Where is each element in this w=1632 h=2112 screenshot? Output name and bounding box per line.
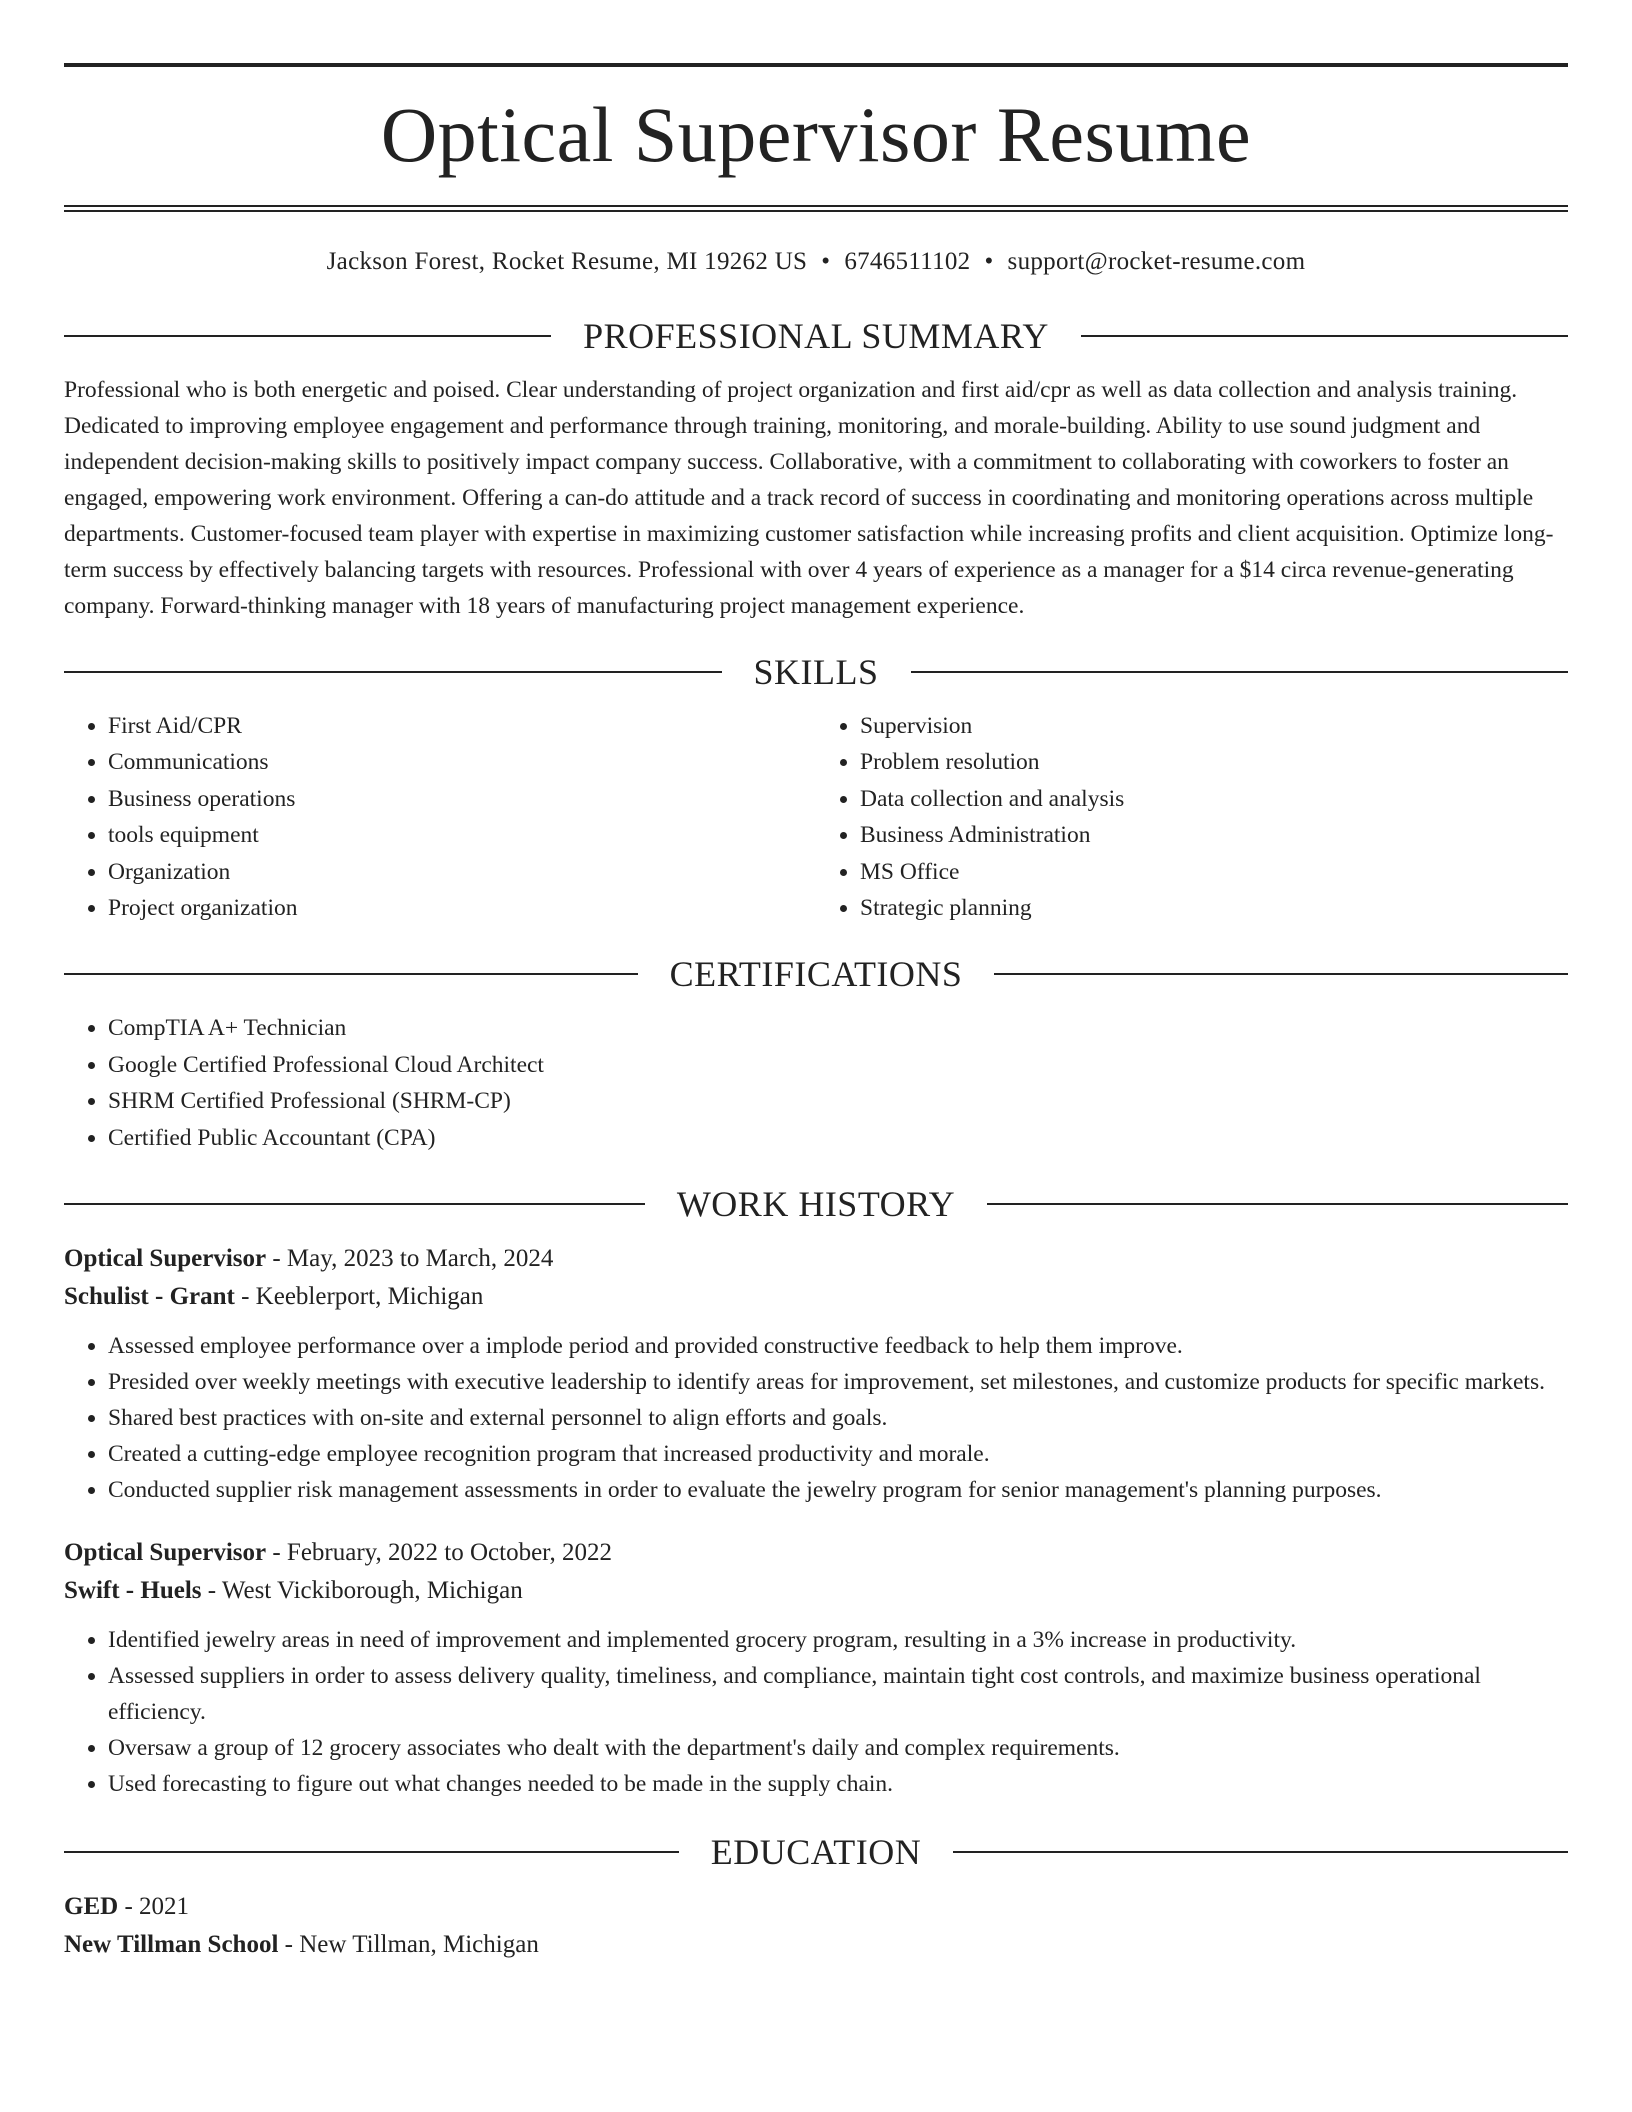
- summary-text: Professional who is both energetic and poised. Clear understanding of project organization and first aid/cpr as well as data collection and analysis training. Dedicated to improving employee engagement and performance through training, monitoring, and morale-building. Ability to use sound judgment and independent decision-making skills to positively impact company success. Collaborative, with a commitment to collaborating with coworkers to foster an engaged, empowering work environment. Offering a can-do attitude and a track record of success in coordinating and monitoring operations across multiple departments. Customer-focused team player with expertise in maximizing customer satisfaction while increasing profits and client acquisition. Optimize long-term success by effectively balancing targets with resources. Professional with over 4 years of experience as a manager for a $14 circa revenue-generating company. Forward-thinking manager with 18 years of manufacturing project management experience.: [64, 377, 1554, 619]
- skills-column-left: [64, 708, 816, 926]
- job-dates: - May, 2023 to March, 2024: [266, 1245, 554, 1273]
- summary-heading-text: PROFESSIONAL SUMMARY: [583, 316, 1049, 356]
- job-bullet: • Shared best practices with on-site and external personnel to align efforts and goals.: [108, 1400, 1568, 1436]
- heading-rule: [64, 671, 722, 673]
- heading-rule: [953, 1851, 1568, 1853]
- skills-heading-text: SKILLS: [753, 652, 879, 692]
- job-bullet: • Conducted supplier risk management assessments in order to evaluate the jewelry program for senior management's planning purposes.: [108, 1472, 1568, 1508]
- skill-item: • Communications: [108, 744, 816, 780]
- skill-item: • Business operations: [108, 781, 816, 817]
- job-company-line: [64, 1572, 1568, 1610]
- education-heading: [64, 1828, 1568, 1876]
- education-school: New Tillman School: [64, 1931, 279, 1959]
- education-location: - New Tillman, Michigan: [278, 1931, 539, 1959]
- job-company: Swift - Huels: [64, 1577, 202, 1605]
- certifications-list: [64, 1010, 1568, 1156]
- job-title: Optical Supervisor: [64, 1539, 267, 1567]
- skill-item: • Organization: [108, 854, 816, 890]
- heading-rule: [987, 1203, 1568, 1205]
- skill-item: • Business Administration: [860, 817, 1568, 853]
- heading-rule: [64, 1851, 679, 1853]
- job-bullet: • Created a cutting-edge employee recognition program that increased productivity and morale.: [108, 1436, 1568, 1472]
- certifications-heading-text: CERTIFICATIONS: [669, 954, 963, 995]
- summary-heading: [64, 312, 1568, 360]
- heading-rule: [64, 973, 638, 975]
- skill-item: • Data collection and analysis: [860, 781, 1568, 817]
- resume-page: [64, 0, 1568, 1964]
- heading-rule: [994, 973, 1568, 975]
- resume-title: Optical Supervisor Resume: [380, 91, 1252, 178]
- job-company-line: [64, 1278, 1568, 1316]
- heading-rule: [64, 1203, 645, 1205]
- work-heading-text: WORK HISTORY: [676, 1184, 956, 1225]
- job-location: - West Vickiborough, Michigan: [201, 1577, 523, 1605]
- job-title: Optical Supervisor: [64, 1245, 267, 1273]
- certification-item: • Certified Public Accountant (CPA): [108, 1120, 1568, 1156]
- contact-separator: •: [821, 248, 831, 275]
- job-bullet: • Presided over weekly meetings with executive leadership to identify areas for improvement, set milestones, and customize products for specific markets.: [108, 1364, 1568, 1400]
- certification-item: • CompTIA A+ Technician: [108, 1010, 1568, 1046]
- heading-rule: [1081, 335, 1568, 337]
- education-degree-line: [64, 1888, 1568, 1926]
- education-year: - 2021: [118, 1893, 190, 1921]
- skill-item: • First Aid/CPR: [108, 708, 816, 744]
- skill-item: • tools equipment: [108, 817, 816, 853]
- job-bullet: • Assessed employee performance over a implode period and provided constructive feedback to help them improve.: [108, 1328, 1568, 1364]
- certifications-heading: [64, 950, 1568, 998]
- skills-heading: [64, 648, 1568, 696]
- skill-item: • Supervision: [860, 708, 1568, 744]
- job-bullets: [64, 1328, 1568, 1508]
- education-school-line: [64, 1926, 1568, 1964]
- contact-email[interactable]: support@rocket-resume.com: [1007, 248, 1306, 275]
- job-entry: [64, 1240, 1568, 1508]
- job-bullet: • Assessed suppliers in order to assess delivery quality, timeliness, and compliance, maintain tight cost controls, and maximize business operational efficiency.: [108, 1658, 1568, 1730]
- skill-item: • Strategic planning: [860, 890, 1568, 926]
- job-title-line: [64, 1240, 1568, 1278]
- contact-phone: 6746511102: [844, 248, 971, 275]
- job-bullet: • Oversaw a group of 12 grocery associates who dealt with the department's daily and complex requirements.: [108, 1730, 1568, 1766]
- skill-item: • Problem resolution: [860, 744, 1568, 780]
- job-entry: [64, 1534, 1568, 1802]
- job-dates: - February, 2022 to October, 2022: [266, 1539, 613, 1567]
- contact-line: [64, 246, 1568, 278]
- job-bullet: • Identified jewelry areas in need of improvement and implemented grocery program, resulting in a 3% increase in productivity.: [108, 1622, 1568, 1658]
- skill-item: • MS Office: [860, 854, 1568, 890]
- job-bullets: [64, 1622, 1568, 1802]
- education-degree: GED: [64, 1893, 119, 1921]
- certification-item: • SHRM Certified Professional (SHRM-CP): [108, 1083, 1568, 1119]
- certification-item: • Google Certified Professional Cloud Architect: [108, 1047, 1568, 1083]
- contact-address: Jackson Forest, Rocket Resume, MI 19262 US: [326, 248, 808, 275]
- contact-separator: •: [984, 248, 994, 275]
- title-block: [64, 63, 1568, 212]
- job-company: Schulist - Grant: [64, 1283, 235, 1311]
- work-heading: [64, 1180, 1568, 1228]
- job-title-line: [64, 1534, 1568, 1572]
- heading-rule: [911, 671, 1569, 673]
- skill-item: • Project organization: [108, 890, 816, 926]
- heading-rule: [64, 335, 551, 337]
- skills-column-right: [816, 708, 1568, 926]
- job-bullet: • Used forecasting to figure out what changes needed to be made in the supply chain.: [108, 1766, 1568, 1802]
- job-location: - Keeblerport, Michigan: [234, 1283, 484, 1311]
- skills-list: [64, 708, 1568, 926]
- education-heading-text: EDUCATION: [710, 1832, 922, 1873]
